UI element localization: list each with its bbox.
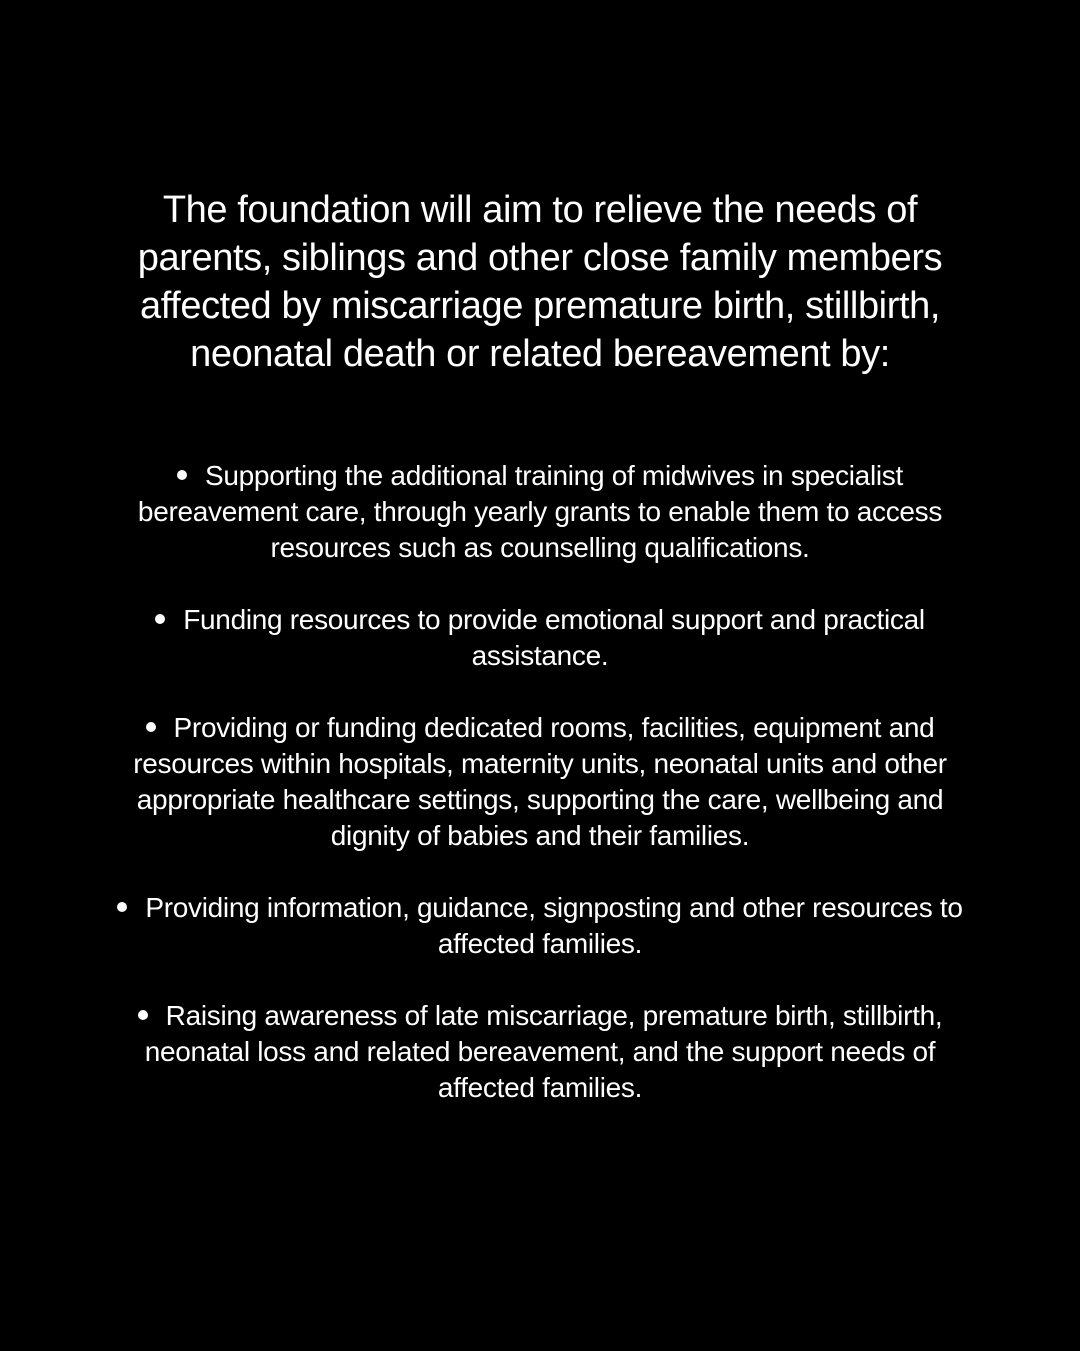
bullet-dot-icon — [155, 614, 165, 624]
list-item — [100, 458, 980, 566]
list-item — [100, 998, 980, 1106]
list-item — [100, 890, 980, 962]
aims-list — [100, 458, 980, 1106]
list-item-text: Funding resources to provide emotional support and practical assistance. — [183, 604, 925, 671]
list-item-text: Providing or funding dedicated rooms, facilities, equipment and resources within hospitals, maternity units, neonatal units and other appropriate healthcare settings, supporting the care, wellbeing and dignity of babies and their families. — [133, 712, 947, 851]
list-item-text: Raising awareness of late miscarriage, premature birth, stillbirth, neonatal loss and related bereavement, and the support needs of affected families. — [144, 1000, 943, 1103]
list-item-text: Providing information, guidance, signposting and other resources to affected families. — [145, 892, 963, 959]
list-item-text: Supporting the additional training of midwives in specialist bereavement care, through yearly grants to enable them to access resources such as counselling qualifications. — [137, 460, 943, 563]
bullet-dot-icon — [177, 470, 187, 480]
bullet-dot-icon — [117, 902, 127, 912]
list-item — [100, 602, 980, 674]
bullet-dot-icon — [138, 1010, 148, 1020]
intro-paragraph: The foundation will aim to relieve the needs of parents, siblings and other close family members affected by miscarriage premature birth, stillbirth, neonatal death or related bereavement by: — [137, 189, 943, 375]
bullet-dot-icon — [146, 722, 156, 732]
list-item — [100, 710, 980, 854]
